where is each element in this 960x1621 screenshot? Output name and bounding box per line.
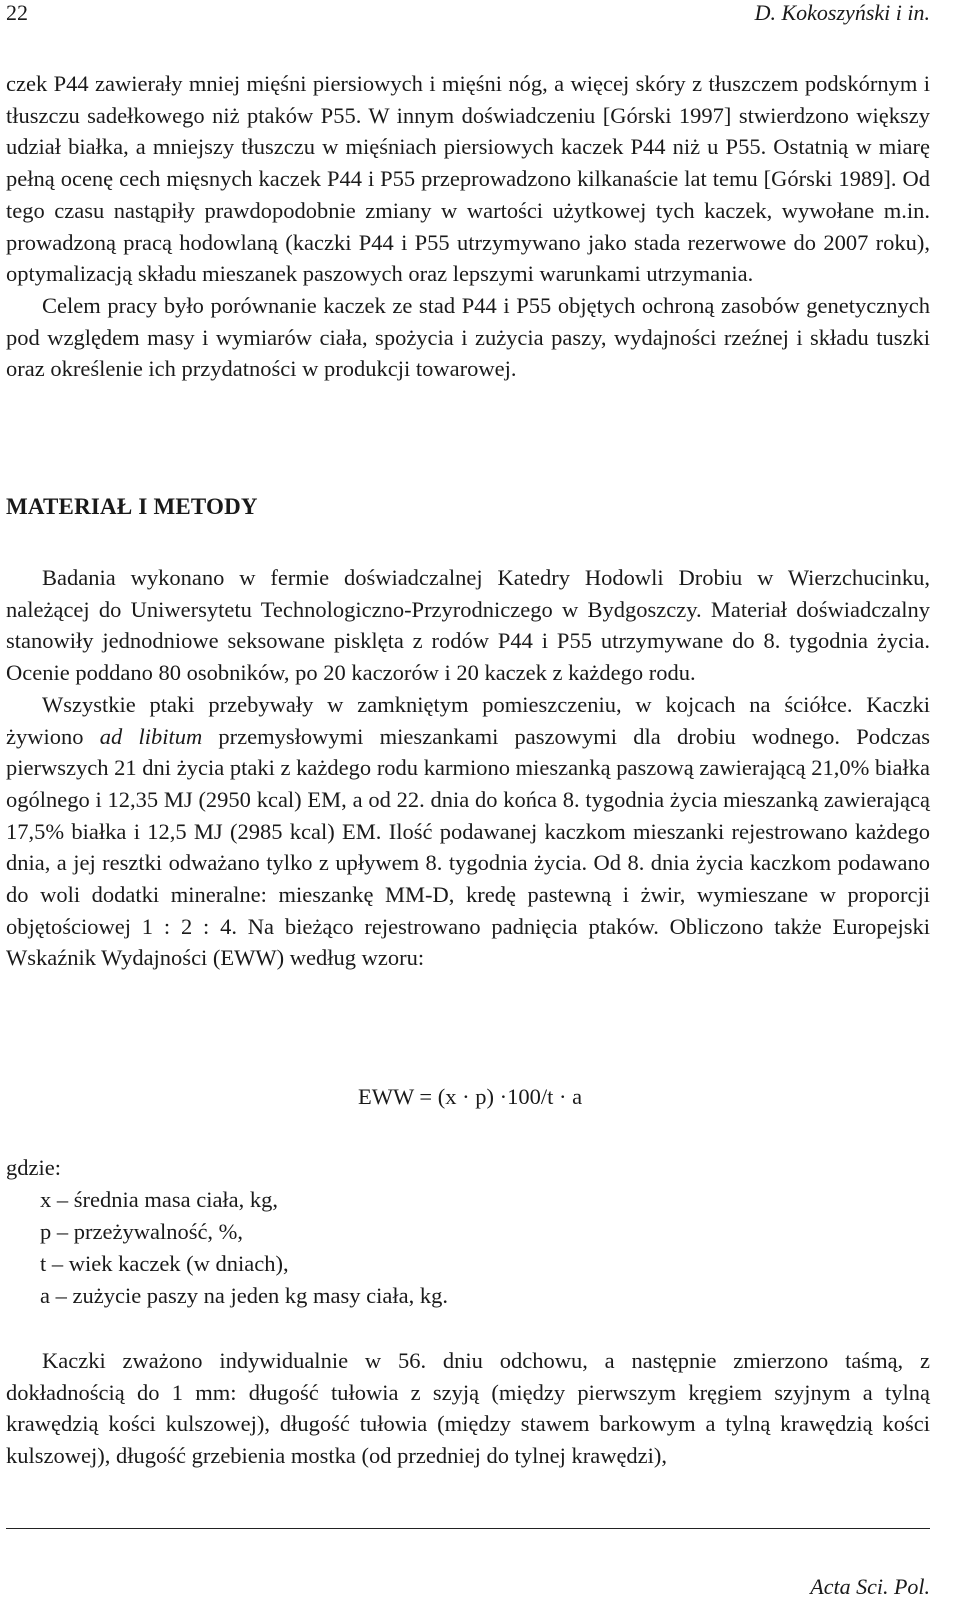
- definition-item: p – przeżywalność, %,: [40, 1219, 244, 1244]
- formula-definitions: [6, 1152, 448, 1312]
- page-header: [6, 0, 930, 40]
- journal-footer: Acta Sci. Pol.: [810, 1574, 930, 1599]
- methods-paragraph-3: Kaczki zważono indywidualnie w 56. dniu odchowu, a następnie zmierzono taśmą, z dokładnością do 1 mm: długość tułowia z szyją (między pierwszym kręgiem szyjnym a tylną krawędzią kości kulszowej), długość tułowia (między stawem barkowym a tylną krawędzią kości kulszowej), długość grzebienia mostka (od przedniej do tylnej krawędzi),: [6, 1348, 930, 1469]
- where-label: gdzie:: [6, 1155, 61, 1180]
- definition-item: t – wiek kaczek (w dniach),: [40, 1251, 289, 1276]
- page-number: 22: [6, 0, 28, 25]
- methods-paragraph-1: Badania wykonano w fermie doświadczalnej Katedry Hodowli Drobiu w Wierzchucinku, należącej do Uniwersytetu Technologiczno-Przyrodniczego w Bydgoszczy. Materiał doświadczalny stanowiły jednodniowe seksowane pisklęta z rodów P44 i P55 utrzymywane do 8. tygodnia życia. Ocenie poddano 80 osobników, po 20 kaczorów i 20 kaczek z każdego rodu.: [6, 565, 930, 686]
- intro-paragraph-1: czek P44 zawierały mniej mięśni piersiowych i mięśni nóg, a więcej skóry z tłuszczem podskórnym i tłuszczu sadełkowego niż ptaków P55. W innym doświadczeniu [Górski 1997] stwierdzono większy udział białka, a mniejszy tłuszczu w mięśniach piersiowych kaczek P44 niż u P55. Ostatnią w miarę pełną ocenę cech mięsnych kaczek P44 i P55 przeprowadzono kilkanaście lat temu [Górski 1989]. Od tego czasu nastąpiły prawdopodobnie zmiany w wartości użytkowej tych kaczek, wywołane m.in. prowadzoną pracą hodowlaną (kaczki P44 i P55 utrzymywano jako stada rezerwowe do 2007 roku), optymalizacją składu mieszanek paszowych oraz lepszymi warunkami utrzymania.: [6, 71, 930, 287]
- methods-paragraph-2-start: Wszystkie ptaki przebywały w zamkniętym pomieszczeniu, w kojcach na ściółce. Kaczki żywiono: [6, 691, 930, 749]
- methods-paragraph-2-rest: przemysłowymi mieszankami paszowymi dla drobiu wodnego. Podczas pierwszych 21 dni życia ptaki z każdego rodu karmiono mieszanką paszową zawierającą 21,0% białka ogólnego i 12,35 MJ (2950 kcal) EM, a od 22. dnia do końca 8. tygodnia życia mieszanką zawierającą 17,5% białka i 12,5 MJ (2985 kcal) EM. Ilość podawanej kaczkom mieszanki rejestrowano każdego dnia, a jej resztki odważano tylko z upływem 8. tygodnia życia. Od 8. dnia życia kaczkom podawano do woli dodatki mineralne: mieszankę MM-D, kredę pastewną i żwir, wymieszane w proporcji objętościowej 1 : 2 : 4. Na bieżąco rejestrowano padnięcia ptaków. Obliczono także Europejski Wskaźnik Wydajności (EWW) według wzoru:: [6, 723, 930, 971]
- definition-item: x – średnia masa ciała, kg,: [40, 1187, 279, 1212]
- methods-paragraph-2: [6, 689, 930, 974]
- footer-divider: [6, 1528, 930, 1529]
- methods-continued: [6, 1345, 930, 1472]
- section-heading-methods: MATERIAŁ I METODY: [6, 494, 258, 519]
- document-page: [6, 0, 930, 1621]
- ad-libitum-term: ad libitum: [99, 723, 203, 749]
- eww-formula: EWW = (x · p) ·100/t · a: [358, 1084, 583, 1109]
- running-head: D. Kokoszyński i in.: [754, 0, 930, 25]
- methods-section: [6, 562, 930, 974]
- intro-section: [6, 68, 930, 385]
- intro-paragraph-2: Celem pracy było porównanie kaczek ze stad P44 i P55 objętych ochroną zasobów genetycznych pod względem masy i wymiarów ciała, spożycia i zużycia paszy, wydajności rzeźnej i składu tuszki oraz określenie ich przydatności w produkcji towarowej.: [6, 292, 930, 382]
- definition-item: a – zużycie paszy na jeden kg masy ciała, kg.: [40, 1283, 448, 1308]
